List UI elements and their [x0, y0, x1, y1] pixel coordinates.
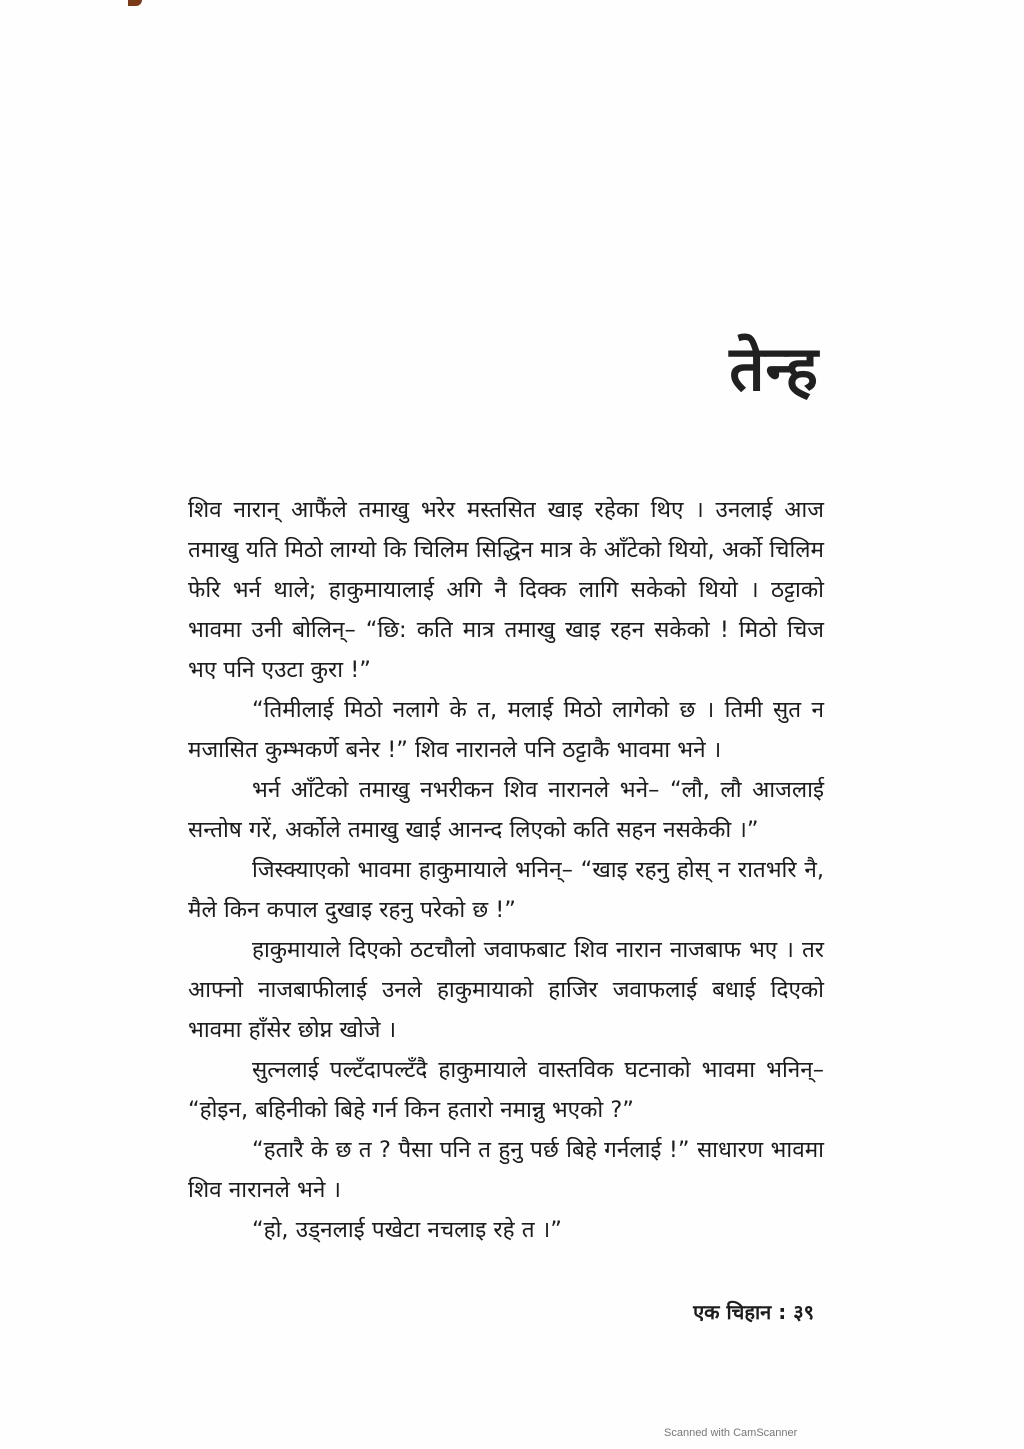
paragraph-1: शिव नारान् आफैंले तमाखु भरेर मस्तसित खाइ रहेका थिए । उनलाई आज तमाखु यति मिठो लाग्यो कि चिलिम सिद्धिन मात्र के आँटेको थियो, अर्को चिलिम फेरि भर्न थाले; हाकुमायालाई अगि नै दिक्क लागि सकेको थियो । ठट्टाको भावमा उनी बोलिन्– “छि: कति मात्र तमाखु खाइ रहन सकेको ! मिठो चिज भए पनि एउटा कुरा !” — [188, 497, 824, 683]
paragraph-8: “हो, उड्नलाई पखेटा नचलाइ रहे त ।” — [252, 1217, 562, 1243]
chapter-title: तेन्ह — [729, 332, 819, 405]
paragraph-3: भर्न आँटेको तमाखु नभरीकन शिव नारानले भने– “लौ, लौ आजलाई सन्तोष गरें, अर्कोले तमाखु खाई आनन्द लिएको कति सहन नसकेकी ।” — [188, 777, 824, 843]
paragraph-5: हाकुमायाले दिएको ठटचौलो जवाफबाट शिव नारान नाजबाफ भए । तर आफ्नो नाजबाफीलाई उनले हाकुमायाको हाजिर जवाफलाई बधाई दिएको भावमा हाँसेर छोप्न खोजे । — [188, 937, 824, 1043]
paragraph-7: “हतारै के छ त ? पैसा पनि त हुनु पर्छ बिहे गर्नलाई !” साधारण भावमा शिव नारानले भने । — [188, 1137, 824, 1203]
scanner-watermark: Scanned with CamScanner — [664, 1427, 798, 1439]
paragraph-6: सुत्नलाई पल्टँदापल्टँदै हाकुमायाले वास्तविक घटनाको भावमा भनिन्– “होइन, बहिनीको बिहे गर्न किन हतारो नमान्नु भएको ?” — [188, 1057, 824, 1123]
page-corner-mark — [128, 0, 142, 6]
page-footer: एक चिहान : ३९ — [693, 1300, 814, 1324]
paragraph-4: जिस्क्याएको भावमा हाकुमायाले भनिन्– “खाइ रहनु होस् न रातभरि नै, मैले किन कपाल दुखाइ रहनु परेको छ !” — [188, 857, 824, 923]
paragraph-2: “तिमीलाई मिठो नलागे के त, मलाई मिठो लागेको छ । तिमी सुत न मजासित कुम्भकर्णे बनेर !” शिव नारानले पनि ठट्टाकै भावमा भने । — [188, 697, 824, 763]
chapter-body — [188, 490, 824, 1250]
